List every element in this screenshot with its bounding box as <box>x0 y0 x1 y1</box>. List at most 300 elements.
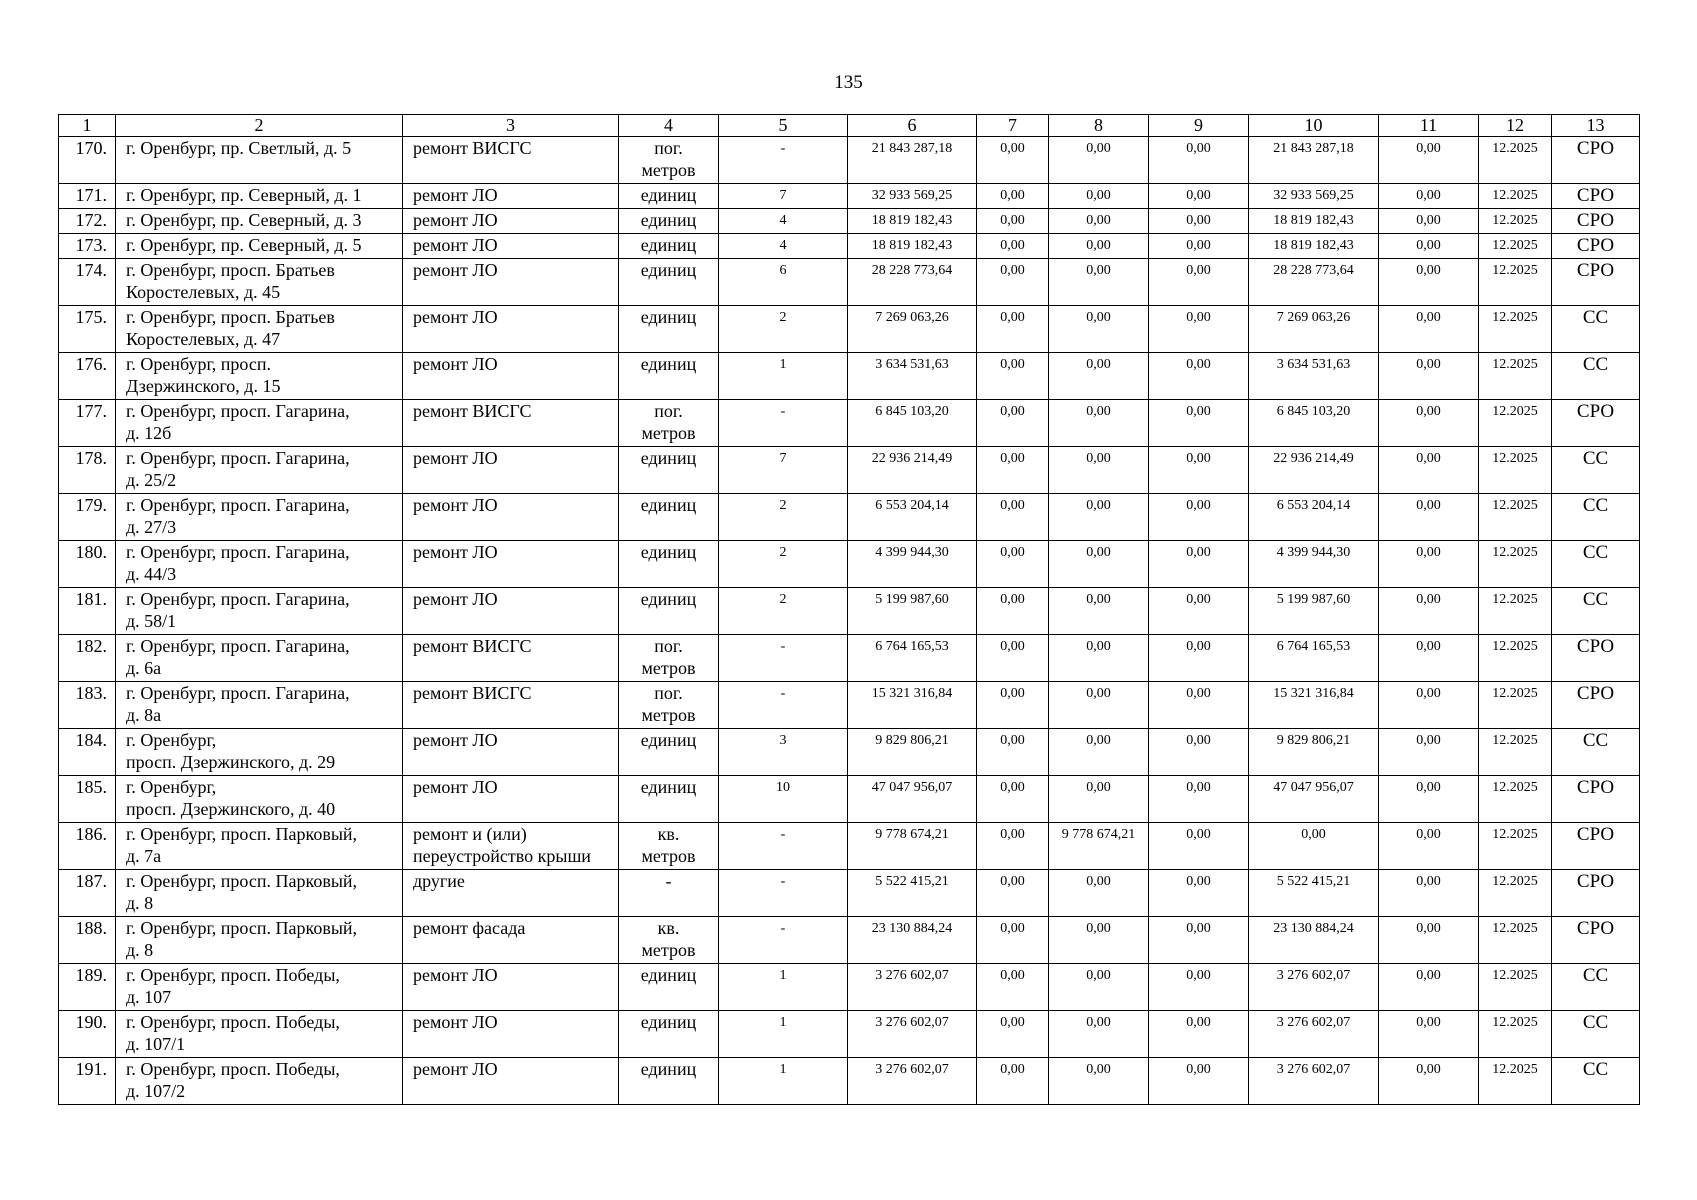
cost-col7-cell: 0,00 <box>977 823 1049 870</box>
cost-col9-cell: 0,00 <box>1149 400 1249 447</box>
quantity-cell: 2 <box>719 494 848 541</box>
work-type-cell: ремонт ЛО <box>403 447 619 494</box>
cost-col11-cell: 0,00 <box>1379 184 1479 209</box>
row-number-cell: 171. <box>59 184 116 209</box>
address-cell: г. Оренбург, просп. Гагарина, д. 44/3 <box>116 541 403 588</box>
column-number-header-row <box>59 115 1640 137</box>
cost-col10-cell: 3 276 602,07 <box>1249 1058 1379 1105</box>
deadline-cell: 12.2025 <box>1479 447 1552 494</box>
fund-method-cell: СС <box>1552 729 1640 776</box>
cost-col8-cell: 0,00 <box>1049 184 1149 209</box>
row-number-cell: 191. <box>59 1058 116 1105</box>
cost-col10-cell: 4 399 944,30 <box>1249 541 1379 588</box>
cost-col10-cell: 3 634 531,63 <box>1249 353 1379 400</box>
deadline-cell: 12.2025 <box>1479 494 1552 541</box>
table-row <box>59 682 1640 729</box>
deadline-cell: 12.2025 <box>1479 400 1552 447</box>
total-cost-cell: 3 276 602,07 <box>848 964 977 1011</box>
column-header: 2 <box>116 115 403 137</box>
cost-col10-cell: 18 819 182,43 <box>1249 209 1379 234</box>
unit-cell: кв. метров <box>619 823 719 870</box>
unit-cell: единиц <box>619 209 719 234</box>
table-row <box>59 635 1640 682</box>
cost-col10-cell: 6 845 103,20 <box>1249 400 1379 447</box>
deadline-cell: 12.2025 <box>1479 588 1552 635</box>
address-cell: г. Оренбург, просп. Победы, д. 107 <box>116 964 403 1011</box>
cost-col8-cell: 0,00 <box>1049 964 1149 1011</box>
fund-method-cell: СС <box>1552 306 1640 353</box>
total-cost-cell: 28 228 773,64 <box>848 259 977 306</box>
work-type-cell: ремонт ЛО <box>403 588 619 635</box>
cost-col7-cell: 0,00 <box>977 447 1049 494</box>
deadline-cell: 12.2025 <box>1479 635 1552 682</box>
cost-col7-cell: 0,00 <box>977 184 1049 209</box>
cost-col11-cell: 0,00 <box>1379 635 1479 682</box>
cost-col9-cell: 0,00 <box>1149 823 1249 870</box>
quantity-cell: 1 <box>719 353 848 400</box>
fund-method-cell: СС <box>1552 588 1640 635</box>
row-number-cell: 175. <box>59 306 116 353</box>
address-cell: г. Оренбург, просп. Гагарина, д. 6а <box>116 635 403 682</box>
fund-method-cell: СРО <box>1552 234 1640 259</box>
quantity-cell: 1 <box>719 1011 848 1058</box>
unit-cell: единиц <box>619 234 719 259</box>
quantity-cell: - <box>719 137 848 184</box>
table-row <box>59 234 1640 259</box>
cost-col9-cell: 0,00 <box>1149 870 1249 917</box>
work-type-cell: ремонт фасада <box>403 917 619 964</box>
work-type-cell: ремонт ВИСГС <box>403 682 619 729</box>
fund-method-cell: СРО <box>1552 400 1640 447</box>
cost-col10-cell: 6 553 204,14 <box>1249 494 1379 541</box>
address-cell: г. Оренбург, просп. Дзержинского, д. 15 <box>116 353 403 400</box>
table-row <box>59 184 1640 209</box>
quantity-cell: 2 <box>719 541 848 588</box>
unit-cell: единиц <box>619 588 719 635</box>
cost-col10-cell: 9 829 806,21 <box>1249 729 1379 776</box>
column-header: 6 <box>848 115 977 137</box>
total-cost-cell: 18 819 182,43 <box>848 234 977 259</box>
cost-col8-cell: 0,00 <box>1049 494 1149 541</box>
cost-col9-cell: 0,00 <box>1149 588 1249 635</box>
total-cost-cell: 5 199 987,60 <box>848 588 977 635</box>
fund-method-cell: СРО <box>1552 137 1640 184</box>
unit-cell: единиц <box>619 259 719 306</box>
fund-method-cell: СРО <box>1552 184 1640 209</box>
cost-col11-cell: 0,00 <box>1379 588 1479 635</box>
fund-method-cell: СРО <box>1552 870 1640 917</box>
unit-cell: единиц <box>619 1058 719 1105</box>
cost-col8-cell: 0,00 <box>1049 1058 1149 1105</box>
fund-method-cell: СРО <box>1552 635 1640 682</box>
table-row <box>59 1011 1640 1058</box>
cost-col9-cell: 0,00 <box>1149 964 1249 1011</box>
fund-method-cell: СРО <box>1552 682 1640 729</box>
cost-col9-cell: 0,00 <box>1149 1058 1249 1105</box>
quantity-cell: 10 <box>719 776 848 823</box>
row-number-cell: 182. <box>59 635 116 682</box>
address-cell: г. Оренбург, просп. Победы, д. 107/2 <box>116 1058 403 1105</box>
cost-col7-cell: 0,00 <box>977 494 1049 541</box>
row-number-cell: 180. <box>59 541 116 588</box>
fund-method-cell: СРО <box>1552 917 1640 964</box>
fund-method-cell: СРО <box>1552 209 1640 234</box>
cost-col10-cell: 3 276 602,07 <box>1249 1011 1379 1058</box>
row-number-cell: 188. <box>59 917 116 964</box>
cost-col8-cell: 0,00 <box>1049 447 1149 494</box>
address-cell: г. Оренбург, просп. Братьев Коростелевых, д. 45 <box>116 259 403 306</box>
quantity-cell: - <box>719 400 848 447</box>
table-row <box>59 259 1640 306</box>
table-row <box>59 729 1640 776</box>
cost-col8-cell: 0,00 <box>1049 209 1149 234</box>
cost-col7-cell: 0,00 <box>977 1011 1049 1058</box>
cost-col11-cell: 0,00 <box>1379 137 1479 184</box>
column-header: 10 <box>1249 115 1379 137</box>
row-number-cell: 190. <box>59 1011 116 1058</box>
deadline-cell: 12.2025 <box>1479 137 1552 184</box>
deadline-cell: 12.2025 <box>1479 234 1552 259</box>
quantity-cell: - <box>719 870 848 917</box>
row-number-cell: 185. <box>59 776 116 823</box>
cost-col11-cell: 0,00 <box>1379 682 1479 729</box>
work-type-cell: ремонт ЛО <box>403 964 619 1011</box>
deadline-cell: 12.2025 <box>1479 917 1552 964</box>
total-cost-cell: 6 845 103,20 <box>848 400 977 447</box>
work-type-cell: ремонт ЛО <box>403 259 619 306</box>
row-number-cell: 183. <box>59 682 116 729</box>
row-number-cell: 181. <box>59 588 116 635</box>
table-row <box>59 447 1640 494</box>
cost-col8-cell: 0,00 <box>1049 635 1149 682</box>
unit-cell: единиц <box>619 184 719 209</box>
quantity-cell: - <box>719 917 848 964</box>
cost-col9-cell: 0,00 <box>1149 917 1249 964</box>
fund-method-cell: СС <box>1552 1011 1640 1058</box>
deadline-cell: 12.2025 <box>1479 306 1552 353</box>
cost-col8-cell: 0,00 <box>1049 1011 1149 1058</box>
address-cell: г. Оренбург, пр. Северный, д. 3 <box>116 209 403 234</box>
cost-col11-cell: 0,00 <box>1379 964 1479 1011</box>
cost-col10-cell: 22 936 214,49 <box>1249 447 1379 494</box>
cost-col7-cell: 0,00 <box>977 541 1049 588</box>
address-cell: г. Оренбург, просп. Парковый, д. 8 <box>116 917 403 964</box>
cost-col7-cell: 0,00 <box>977 682 1049 729</box>
work-type-cell: ремонт ЛО <box>403 306 619 353</box>
quantity-cell: 3 <box>719 729 848 776</box>
total-cost-cell: 9 778 674,21 <box>848 823 977 870</box>
cost-col9-cell: 0,00 <box>1149 259 1249 306</box>
work-type-cell: ремонт ЛО <box>403 209 619 234</box>
address-cell: г. Оренбург, просп. Дзержинского, д. 40 <box>116 776 403 823</box>
cost-col7-cell: 0,00 <box>977 870 1049 917</box>
column-header: 1 <box>59 115 116 137</box>
fund-method-cell: СС <box>1552 353 1640 400</box>
unit-cell: единиц <box>619 306 719 353</box>
cost-col9-cell: 0,00 <box>1149 541 1249 588</box>
table-row <box>59 964 1640 1011</box>
cost-col11-cell: 0,00 <box>1379 306 1479 353</box>
cost-col9-cell: 0,00 <box>1149 729 1249 776</box>
cost-col8-cell: 0,00 <box>1049 588 1149 635</box>
cost-col8-cell: 9 778 674,21 <box>1049 823 1149 870</box>
work-type-cell: ремонт ЛО <box>403 1058 619 1105</box>
quantity-cell: - <box>719 823 848 870</box>
table-row <box>59 823 1640 870</box>
work-type-cell: ремонт ЛО <box>403 541 619 588</box>
row-number-cell: 177. <box>59 400 116 447</box>
cost-col8-cell: 0,00 <box>1049 353 1149 400</box>
address-cell: г. Оренбург, просп. Братьев Коростелевых, д. 47 <box>116 306 403 353</box>
deadline-cell: 12.2025 <box>1479 682 1552 729</box>
deadline-cell: 12.2025 <box>1479 823 1552 870</box>
unit-cell: единиц <box>619 353 719 400</box>
total-cost-cell: 18 819 182,43 <box>848 209 977 234</box>
row-number-cell: 186. <box>59 823 116 870</box>
page-number: 135 <box>834 72 863 93</box>
row-number-cell: 178. <box>59 447 116 494</box>
cost-col9-cell: 0,00 <box>1149 353 1249 400</box>
cost-col8-cell: 0,00 <box>1049 259 1149 306</box>
address-cell: г. Оренбург, просп. Парковый, д. 8 <box>116 870 403 917</box>
cost-col11-cell: 0,00 <box>1379 353 1479 400</box>
unit-cell: пог. метров <box>619 635 719 682</box>
address-cell: г. Оренбург, просп. Парковый, д. 7а <box>116 823 403 870</box>
cost-col10-cell: 23 130 884,24 <box>1249 917 1379 964</box>
fund-method-cell: СС <box>1552 494 1640 541</box>
cost-col10-cell: 7 269 063,26 <box>1249 306 1379 353</box>
fund-method-cell: СРО <box>1552 823 1640 870</box>
deadline-cell: 12.2025 <box>1479 776 1552 823</box>
work-type-cell: другие <box>403 870 619 917</box>
cost-col8-cell: 0,00 <box>1049 729 1149 776</box>
fund-method-cell: СС <box>1552 1058 1640 1105</box>
table-row <box>59 137 1640 184</box>
cost-col9-cell: 0,00 <box>1149 137 1249 184</box>
address-cell: г. Оренбург, просп. Гагарина, д. 8а <box>116 682 403 729</box>
cost-col11-cell: 0,00 <box>1379 776 1479 823</box>
unit-cell: единиц <box>619 729 719 776</box>
cost-col7-cell: 0,00 <box>977 353 1049 400</box>
total-cost-cell: 32 933 569,25 <box>848 184 977 209</box>
unit-cell: - <box>619 870 719 917</box>
row-number-cell: 174. <box>59 259 116 306</box>
total-cost-cell: 15 321 316,84 <box>848 682 977 729</box>
total-cost-cell: 3 276 602,07 <box>848 1011 977 1058</box>
table-row <box>59 209 1640 234</box>
unit-cell: пог. метров <box>619 137 719 184</box>
cost-col11-cell: 0,00 <box>1379 259 1479 306</box>
total-cost-cell: 3 276 602,07 <box>848 1058 977 1105</box>
unit-cell: единиц <box>619 541 719 588</box>
cost-col10-cell: 0,00 <box>1249 823 1379 870</box>
cost-col9-cell: 0,00 <box>1149 234 1249 259</box>
table-row <box>59 917 1640 964</box>
cost-col10-cell: 5 522 415,21 <box>1249 870 1379 917</box>
cost-col7-cell: 0,00 <box>977 1058 1049 1105</box>
cost-col7-cell: 0,00 <box>977 964 1049 1011</box>
work-type-cell: ремонт и (или) переустройство крыши <box>403 823 619 870</box>
column-header: 5 <box>719 115 848 137</box>
cost-col11-cell: 0,00 <box>1379 823 1479 870</box>
deadline-cell: 12.2025 <box>1479 209 1552 234</box>
cost-col8-cell: 0,00 <box>1049 682 1149 729</box>
cost-col10-cell: 21 843 287,18 <box>1249 137 1379 184</box>
unit-cell: единиц <box>619 494 719 541</box>
row-number-cell: 187. <box>59 870 116 917</box>
cost-col11-cell: 0,00 <box>1379 541 1479 588</box>
row-number-cell: 170. <box>59 137 116 184</box>
work-type-cell: ремонт ЛО <box>403 353 619 400</box>
unit-cell: единиц <box>619 447 719 494</box>
deadline-cell: 12.2025 <box>1479 964 1552 1011</box>
quantity-cell: 2 <box>719 588 848 635</box>
work-type-cell: ремонт ВИСГС <box>403 137 619 184</box>
cost-col9-cell: 0,00 <box>1149 209 1249 234</box>
cost-col10-cell: 47 047 956,07 <box>1249 776 1379 823</box>
work-type-cell: ремонт ЛО <box>403 494 619 541</box>
unit-cell: единиц <box>619 776 719 823</box>
row-number-cell: 172. <box>59 209 116 234</box>
cost-col9-cell: 0,00 <box>1149 447 1249 494</box>
row-number-cell: 173. <box>59 234 116 259</box>
cost-col9-cell: 0,00 <box>1149 682 1249 729</box>
table-row <box>59 541 1640 588</box>
total-cost-cell: 9 829 806,21 <box>848 729 977 776</box>
total-cost-cell: 47 047 956,07 <box>848 776 977 823</box>
deadline-cell: 12.2025 <box>1479 259 1552 306</box>
table-row <box>59 306 1640 353</box>
row-number-cell: 176. <box>59 353 116 400</box>
fund-method-cell: СС <box>1552 541 1640 588</box>
column-header: 9 <box>1149 115 1249 137</box>
cost-col11-cell: 0,00 <box>1379 917 1479 964</box>
address-cell: г. Оренбург, просп. Гагарина, д. 25/2 <box>116 447 403 494</box>
total-cost-cell: 21 843 287,18 <box>848 137 977 184</box>
cost-col8-cell: 0,00 <box>1049 776 1149 823</box>
table-row <box>59 1058 1640 1105</box>
cost-col9-cell: 0,00 <box>1149 494 1249 541</box>
table-row <box>59 400 1640 447</box>
cost-col7-cell: 0,00 <box>977 209 1049 234</box>
cost-col11-cell: 0,00 <box>1379 400 1479 447</box>
address-cell: г. Оренбург, просп. Дзержинского, д. 29 <box>116 729 403 776</box>
total-cost-cell: 7 269 063,26 <box>848 306 977 353</box>
cost-col9-cell: 0,00 <box>1149 306 1249 353</box>
work-type-cell: ремонт ЛО <box>403 1011 619 1058</box>
work-type-cell: ремонт ЛО <box>403 234 619 259</box>
row-number-cell: 179. <box>59 494 116 541</box>
total-cost-cell: 22 936 214,49 <box>848 447 977 494</box>
cost-col11-cell: 0,00 <box>1379 494 1479 541</box>
table-row <box>59 353 1640 400</box>
column-header: 11 <box>1379 115 1479 137</box>
quantity-cell: 6 <box>719 259 848 306</box>
cost-col10-cell: 18 819 182,43 <box>1249 234 1379 259</box>
cost-col7-cell: 0,00 <box>977 234 1049 259</box>
work-type-cell: ремонт ВИСГС <box>403 635 619 682</box>
cost-col8-cell: 0,00 <box>1049 400 1149 447</box>
table-row <box>59 494 1640 541</box>
total-cost-cell: 6 764 165,53 <box>848 635 977 682</box>
cost-col8-cell: 0,00 <box>1049 541 1149 588</box>
unit-cell: единиц <box>619 1011 719 1058</box>
total-cost-cell: 4 399 944,30 <box>848 541 977 588</box>
deadline-cell: 12.2025 <box>1479 870 1552 917</box>
cost-col11-cell: 0,00 <box>1379 209 1479 234</box>
cost-col11-cell: 0,00 <box>1379 447 1479 494</box>
cost-col7-cell: 0,00 <box>977 588 1049 635</box>
quantity-cell: 7 <box>719 184 848 209</box>
cost-col10-cell: 28 228 773,64 <box>1249 259 1379 306</box>
work-type-cell: ремонт ЛО <box>403 184 619 209</box>
cost-col11-cell: 0,00 <box>1379 1058 1479 1105</box>
deadline-cell: 12.2025 <box>1479 729 1552 776</box>
work-type-cell: ремонт ВИСГС <box>403 400 619 447</box>
column-header: 13 <box>1552 115 1640 137</box>
work-type-cell: ремонт ЛО <box>403 729 619 776</box>
fund-method-cell: СРО <box>1552 259 1640 306</box>
address-cell: г. Оренбург, просп. Победы, д. 107/1 <box>116 1011 403 1058</box>
cost-col8-cell: 0,00 <box>1049 137 1149 184</box>
column-header: 7 <box>977 115 1049 137</box>
cost-col7-cell: 0,00 <box>977 729 1049 776</box>
cost-col7-cell: 0,00 <box>977 400 1049 447</box>
quantity-cell: 1 <box>719 1058 848 1105</box>
address-cell: г. Оренбург, просп. Гагарина, д. 58/1 <box>116 588 403 635</box>
table-row <box>59 776 1640 823</box>
unit-cell: кв. метров <box>619 917 719 964</box>
cost-col8-cell: 0,00 <box>1049 870 1149 917</box>
cost-col11-cell: 0,00 <box>1379 234 1479 259</box>
total-cost-cell: 23 130 884,24 <box>848 917 977 964</box>
row-number-cell: 184. <box>59 729 116 776</box>
unit-cell: единиц <box>619 964 719 1011</box>
quantity-cell: 1 <box>719 964 848 1011</box>
table-row <box>59 870 1640 917</box>
deadline-cell: 12.2025 <box>1479 184 1552 209</box>
cost-col10-cell: 5 199 987,60 <box>1249 588 1379 635</box>
unit-cell: пог. метров <box>619 400 719 447</box>
fund-method-cell: СС <box>1552 447 1640 494</box>
cost-col10-cell: 3 276 602,07 <box>1249 964 1379 1011</box>
deadline-cell: 12.2025 <box>1479 1011 1552 1058</box>
cost-col10-cell: 15 321 316,84 <box>1249 682 1379 729</box>
cost-col11-cell: 0,00 <box>1379 870 1479 917</box>
fund-method-cell: СС <box>1552 964 1640 1011</box>
repair-program-table <box>58 114 1640 1105</box>
cost-col7-cell: 0,00 <box>977 776 1049 823</box>
cost-col11-cell: 0,00 <box>1379 1011 1479 1058</box>
cost-col8-cell: 0,00 <box>1049 306 1149 353</box>
deadline-cell: 12.2025 <box>1479 353 1552 400</box>
cost-col10-cell: 6 764 165,53 <box>1249 635 1379 682</box>
cost-col7-cell: 0,00 <box>977 137 1049 184</box>
column-header: 12 <box>1479 115 1552 137</box>
cost-col8-cell: 0,00 <box>1049 234 1149 259</box>
address-cell: г. Оренбург, пр. Северный, д. 1 <box>116 184 403 209</box>
work-type-cell: ремонт ЛО <box>403 776 619 823</box>
quantity-cell: 7 <box>719 447 848 494</box>
unit-cell: пог. метров <box>619 682 719 729</box>
cost-col10-cell: 32 933 569,25 <box>1249 184 1379 209</box>
cost-col9-cell: 0,00 <box>1149 776 1249 823</box>
cost-col8-cell: 0,00 <box>1049 917 1149 964</box>
cost-col7-cell: 0,00 <box>977 635 1049 682</box>
cost-col7-cell: 0,00 <box>977 306 1049 353</box>
column-header: 8 <box>1049 115 1149 137</box>
total-cost-cell: 3 634 531,63 <box>848 353 977 400</box>
